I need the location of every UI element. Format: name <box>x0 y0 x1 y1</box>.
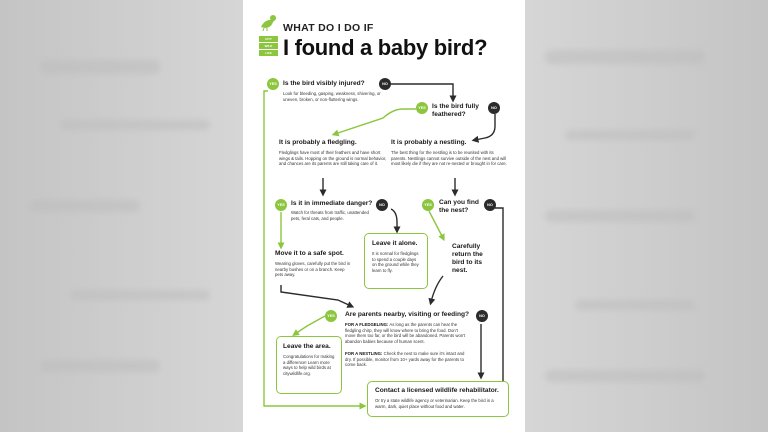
leave-area-box <box>276 336 342 394</box>
safe-spot-heading: Move it to a safe spot. <box>275 250 344 257</box>
yes-badge-danger: YES <box>275 199 287 211</box>
city-wildlife-logo <box>259 13 278 62</box>
leave-area-text: Congratulations for making a difference! Learn more ways to help wild birds at citywildlife.org. <box>283 354 335 376</box>
fledgling-text: Fledglings have most of their feathers and have short wings & tails. Hopping on the ground is normal behavior, and chances are its parents are still taking care of it. <box>279 150 387 167</box>
parents-nestling-label: FOR A NESTLING: <box>345 351 383 356</box>
leave-area-heading: Leave the area. <box>283 343 331 350</box>
logo-line-1: CITY <box>259 36 278 42</box>
leave-alone-heading: Leave it alone. <box>372 240 418 247</box>
rehabilitator-heading: Contact a licensed wildlife rehabilitator. <box>375 387 499 394</box>
question-feathered: Is the bird fully feathered? <box>432 103 479 118</box>
yes-badge-nest: YES <box>422 199 434 211</box>
leave-alone-box <box>364 233 428 289</box>
line-injured-no <box>391 84 453 99</box>
line-nest-no <box>495 208 503 392</box>
poster-title: I found a baby bird? <box>283 35 488 60</box>
question-injured-text: Look for bleeding, gasping, weakness, shivering, or uneven, broken, or non-fluttering wings. <box>283 91 381 102</box>
safe-spot-text: Wearing gloves, carefully put the bird in nearby bushes or on a branch. Keep pets away. <box>275 261 351 278</box>
logo-line-2: WILD <box>259 43 278 49</box>
yes-badge-parents: YES <box>325 310 337 322</box>
parents-nestling-text: Check the nest to make sure it's intact and dry. If possible, monitor from 10+ yards away for the parents to come back. <box>345 351 465 368</box>
parents-fledgling-note <box>345 322 469 344</box>
line-safe-to-parents <box>281 285 351 306</box>
line-parents-yes <box>295 316 325 334</box>
no-badge-feathered: NO <box>488 102 500 114</box>
rehabilitator-text: Or try a state wildlife agency or veterinarian. Keep the bird in a warm, dark, quiet place without food and water. <box>375 398 494 409</box>
nestling-heading: It is probably a nestling. <box>391 139 467 146</box>
line-feathered-yes <box>335 109 416 134</box>
nestling-text: The best thing for the nestling is to be reunited with its parents. Nestlings cannot survive outside of the nest and will most likely die if they are not re-nested or brought in for care. <box>391 150 507 167</box>
parents-nestling-note <box>345 351 469 368</box>
question-nest: Can you find the nest? <box>439 199 479 214</box>
line-nest-yes <box>429 211 443 238</box>
line-danger-no <box>391 209 397 230</box>
leave-alone-text: It is normal for fledglings to spend a couple days on the ground while they learn to fly. <box>372 251 419 273</box>
no-badge-injured: NO <box>379 78 391 90</box>
yes-badge-feathered: YES <box>416 102 428 114</box>
no-badge-nest: NO <box>484 199 496 211</box>
bird-logo-icon <box>259 13 278 31</box>
rehabilitator-box <box>367 381 509 417</box>
return-nest-heading: Carefully return the bird to its nest. <box>452 243 483 274</box>
poster-supertitle: WHAT DO I DO IF <box>283 22 374 34</box>
question-injured: Is the bird visibly injured? <box>283 80 365 87</box>
flowchart-poster <box>243 0 525 432</box>
question-danger: Is it in immediate danger? <box>291 200 373 207</box>
question-danger-text: Watch for threats from traffic, unattended pets, feral cats, and people. <box>291 210 369 221</box>
parents-fledgling-text: As long as the parents can hear the fledgling chirp, they will know where to bring the food. Don't move them too far, or the bird will be abandoned. Parents won't abandon babies because of human scent. <box>345 322 466 344</box>
question-parents: Are parents nearby, visiting or feeding? <box>345 311 470 318</box>
fledgling-heading: It is probably a fledgling. <box>279 139 357 146</box>
yes-badge-injured: YES <box>267 78 279 90</box>
blurred-background-right <box>525 0 768 432</box>
line-return-to-parents <box>431 276 443 302</box>
no-badge-parents: NO <box>476 310 488 322</box>
parents-fledgling-label: FOR A FLEDGELING: <box>345 322 389 327</box>
blurred-background-left <box>0 0 243 432</box>
logo-line-3: LIFE <box>259 50 278 56</box>
no-badge-danger: NO <box>376 199 388 211</box>
